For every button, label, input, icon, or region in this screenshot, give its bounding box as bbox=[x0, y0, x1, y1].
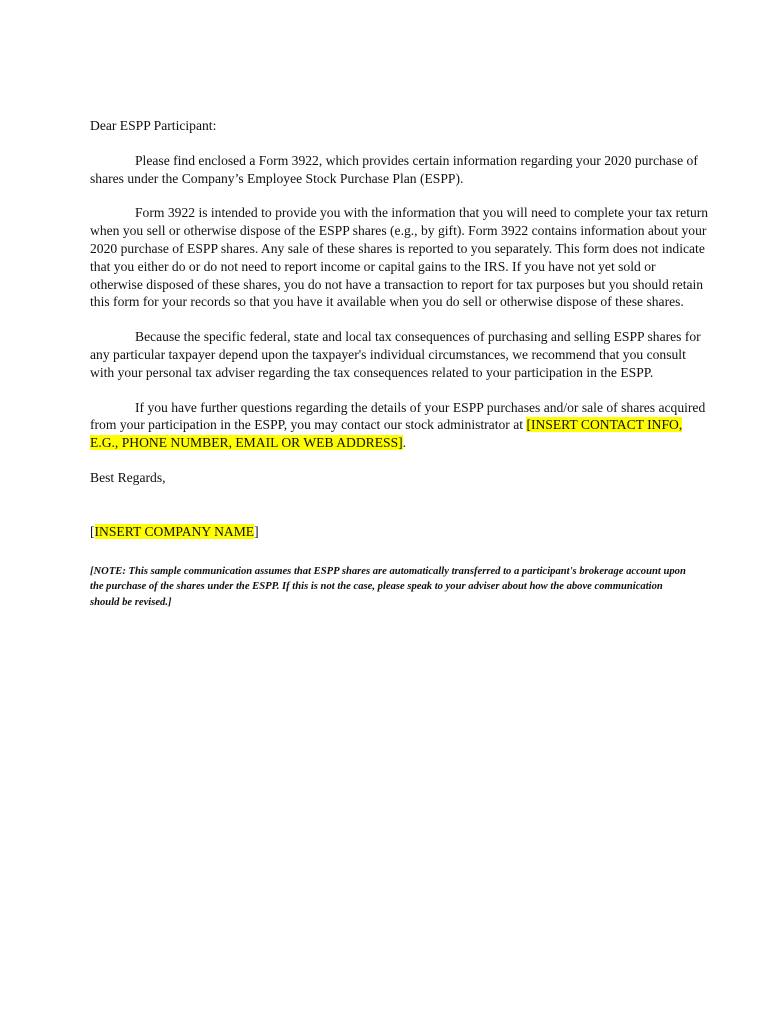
company-bracket-close: ] bbox=[254, 523, 259, 539]
company-name-line bbox=[90, 523, 710, 541]
note: [NOTE: This sample communication assumes that ESPP shares are automatically transferred to a participant's brokerage account upon the purchase of the shares under the ESPP. If this is not the case, please speak to your adviser about how the above communication should be revised.] bbox=[90, 565, 686, 608]
letter-body bbox=[90, 117, 710, 610]
paragraph-form-purpose: Form 3922 is intended to provide you with the information that you will need to complete your tax return when you sell or otherwise dispose of the ESPP shares (e.g., by gift). Form 3922 contains information about your 2020 purchase of ESPP shares. Any sale of these shares is reported to you separately. This form does not indicate that you either do or do not need to report income or capital gains to the IRS. If you have not yet sold or otherwise disposed of these shares, you do not have a transaction to report for tax purposes but you should retain this form for your records so that you have it available when you do sell or otherwise dispose of these shares. bbox=[90, 205, 709, 310]
closing: Best Regards, bbox=[90, 469, 166, 485]
company-bracket-open: [ bbox=[90, 523, 95, 539]
company-name-placeholder: INSERT COMPANY NAME bbox=[94, 523, 255, 539]
paragraph-contact-end: . bbox=[402, 435, 407, 451]
paragraph-form-3922-enclosed: Please find enclosed a Form 3922, which provides certain information regarding your 2020 purchase of shares under the Company’s Employee Stock Purchase Plan (ESPP). bbox=[90, 152, 698, 186]
salutation: Dear ESPP Participant: bbox=[90, 118, 217, 133]
paragraph-contact bbox=[90, 399, 710, 452]
paragraph-contact-text: If you have further questions regarding the details of your ESPP purchases and/or sale of shares acquired from your participation in the ESPP, you may contact our stock administrator at bbox=[90, 399, 706, 433]
paragraph-tax-adviser: Because the specific federal, state and local tax consequences of purchasing and selling ESPP shares for any particular taxpayer depend upon the taxpayer's individual circumstances, we recommend that you consult with your personal tax adviser regarding the tax consequences related to your participation in the ESPP. bbox=[90, 329, 701, 380]
contact-info-placeholder: [INSERT CONTACT INFO, E.G., PHONE NUMBER, EMAIL OR WEB ADDRESS] bbox=[90, 417, 683, 451]
